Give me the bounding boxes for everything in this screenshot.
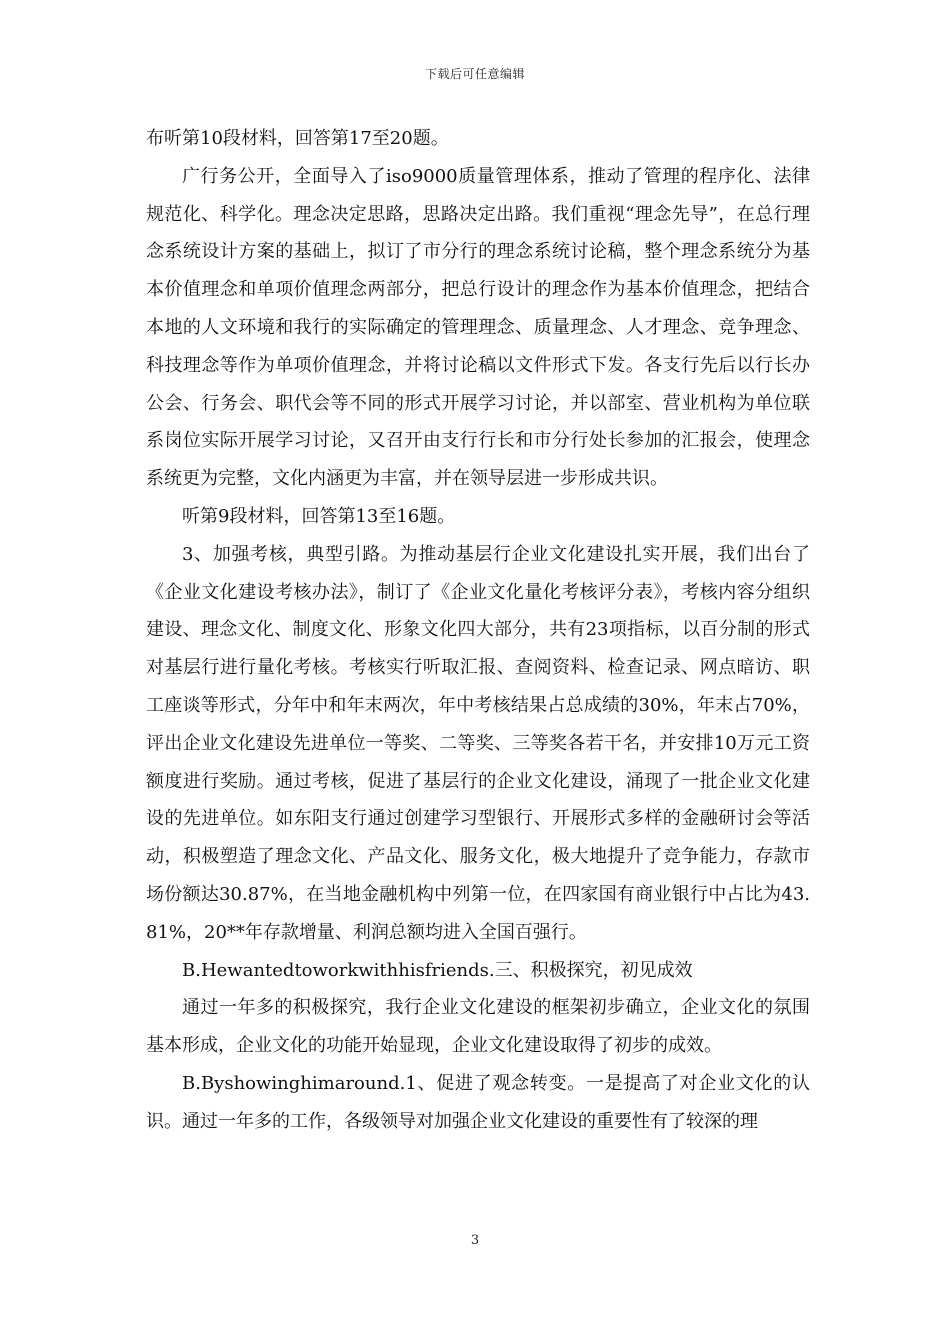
paragraph-2: 广行务公开，全面导入了iso9000质量管理体系，推动了管理的程序化、法律规范化、科学化。理念决定思路，思路决定出路。我们重视“理念先导”，在总行理念系统设计方案的基础上，拟订了市分行的理念系统讨论稿，整个理念系统分为基本价值理念和单项价值理念两部分，把总行设计的理念作为基本价值理念，把结合本地的人文环境和我行的实际确定的管理理念、质量理念、人才理念、竞争理念、科技理念等作为单项价值理念，并将讨论稿以文件形式下发。各支行先后以行长办公会、行务会、职代会等不同的形式开展学习讨论，并以部室、营业机构为单位联系岗位实际开展学习讨论，又召开由支行行长和市分行处长参加的汇报会，使理念系统更为完整，文化内涵更为丰富，并在领导层进一步形成共识。 [146,165,810,490]
paragraph-1: 布听第10段材料，回答第17至20题。 [146,128,449,149]
paragraph-4: 3、加强考核，典型引路。为推动基层行企业文化建设扎实开展，我们出台了《企业文化建设考核办法》，制订了《企业文化量化考核评分表》，考核内容分组织建设、理念文化、制度文化、形象文化四大部分，共有23项指标，以百分制的形式对基层行进行量化考核。考核实行听取汇报、查阅资料、检查记录、网点暗访、职工座谈等形式，分年中和年末两次，年中考核结果占总成绩的30%，年末占70%，评出企业文化建设先进单位一等奖、二等奖、三等奖各若干名，并安排10万元工资额度进行奖励。通过考核，促进了基层行的企业文化建设，涌现了一批企业文化建设的先进单位。如东阳支行通过创建学习型银行、开展形式多样的金融研讨会等活动，积极塑造了理念文化、产品文化、服务文化，极大地提升了竞争能力，存款市场份额达30.87%，在当地金融机构中列第一位，在四家国有商业银行中占比为43.81%，20**年存款增量、利润总额均进入全国百强行。 [146,543,810,943]
page-number: 3 [470,1233,480,1248]
paragraph-7: B.Byshowinghimaround.1、促进了观念转变。一是提高了对企业文化的认识。通过一年多的工作，各级领导对加强企业文化建设的重要性有了较深的理 [146,1072,810,1132]
paragraph-3: 听第9段材料，回答第13至16题。 [182,505,456,527]
paragraph-6: 通过一年多的积极探究，我行企业文化建设的框架初步确立，企业文化的氛围基本形成，企业文化的功能开始显现，企业文化建设取得了初步的成效。 [146,997,810,1057]
paragraph-5: B.Hewantedtoworkwithhisfriends.三、积极探究，初见成效 [182,959,693,981]
document-body [146,120,810,1141]
page-header: 下载后可任意编辑 [424,67,525,81]
